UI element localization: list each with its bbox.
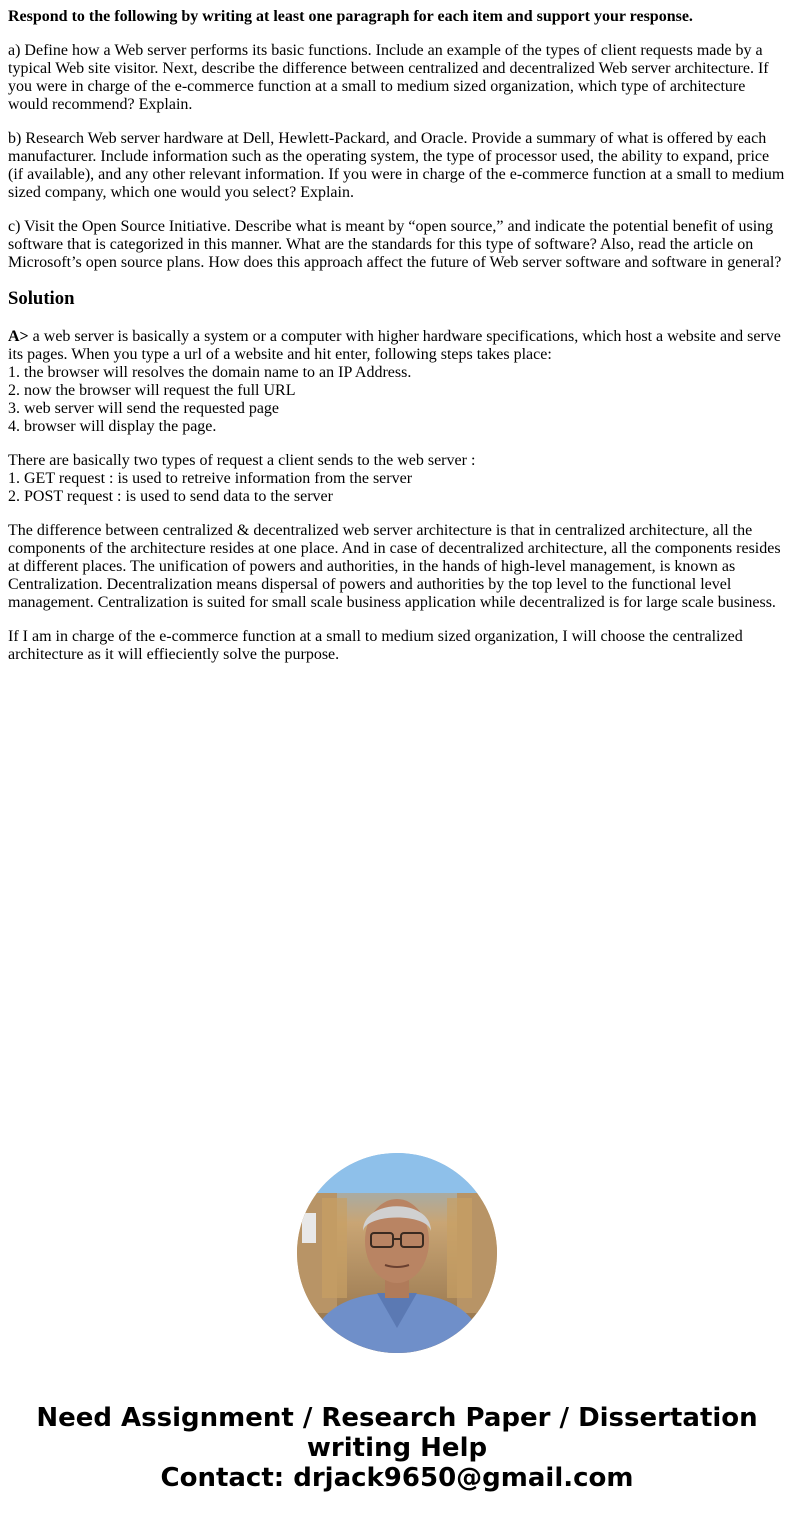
question-intro: Respond to the following by writing at least one paragraph for each item and support your response.: [8, 8, 693, 25]
footer-line-2: writing Help: [306, 1433, 488, 1463]
step-item: 2. now the browser will request the full URL: [8, 382, 296, 399]
author-avatar: [297, 1153, 497, 1353]
architecture-difference: The difference between centralized & decentralized web server architecture is that in centralized architecture, all the components of the architecture resides at one place. And in case of decentralized architecture, all the components resides at different places. The unification of powers and authorities, in the hands of high-level management, is known as Centralization. Decentralization means dispersal of powers and authorities by the top level to the functional level management. Centralization is suited for small scale business application while decentralized is for large scale business.: [8, 522, 781, 611]
question-b: b) Research Web server hardware at Dell, Hewlett-Packard, and Oracle. Provide a summary of what is offered by each manufacturer. Include information such as the operating system, the type of processor used, the ability to expand, price (if available), and any other relevant information. If you were in charge of the e-commerce function at a small to medium sized company, which one would you select? Explain.: [8, 130, 785, 201]
contact-footer: [0, 1403, 794, 1493]
document-body: [8, 8, 786, 680]
request-types-paragraph: [8, 452, 786, 506]
step-item: 3. web server will send the requested page: [8, 400, 280, 417]
author-portrait-icon: [297, 1153, 497, 1353]
solution-a-label: A>: [8, 328, 29, 345]
request-item: 1. GET request : is used to retreive information from the server: [8, 470, 413, 487]
architecture-choice: If I am in charge of the e-commerce function at a small to medium sized organization, I will choose the centralized architecture as it will effieciently solve the purpose.: [8, 628, 743, 663]
question-a: a) Define how a Web server performs its basic functions. Include an example of the types of client requests made by a typical Web site visitor. Next, describe the difference between centralized and decentralized Web server architecture. If you were in charge of the e-commerce function at a small to medium sized organization, which type of architecture would recommend? Explain.: [8, 42, 769, 113]
question-c: c) Visit the Open Source Initiative. Describe what is meant by “open source,” and indicate the potential benefit of using software that is categorized in this manner. What are the standards for this type of software? Also, read the article on Microsoft’s open source plans. How does this approach affect the future of Web server software and software in general?: [8, 218, 782, 271]
solution-a-text: a web server is basically a system or a computer with higher hardware specifications, which host a website and serve its pages. When you type a url of a website and hit enter, following steps takes place:: [8, 328, 781, 363]
footer-contact-email: Contact: drjack9650@gmail.com: [160, 1463, 634, 1493]
step-item: 4. browser will display the page.: [8, 418, 217, 435]
solution-a-paragraph: [8, 328, 786, 436]
step-item: 1. the browser will resolves the domain name to an IP Address.: [8, 364, 412, 381]
solution-heading: Solution: [8, 288, 75, 309]
request-intro: There are basically two types of request a client sends to the web server :: [8, 452, 476, 469]
request-item: 2. POST request : is used to send data to the server: [8, 488, 333, 505]
footer-line-1: Need Assignment / Research Paper / Dissertation: [36, 1403, 758, 1433]
